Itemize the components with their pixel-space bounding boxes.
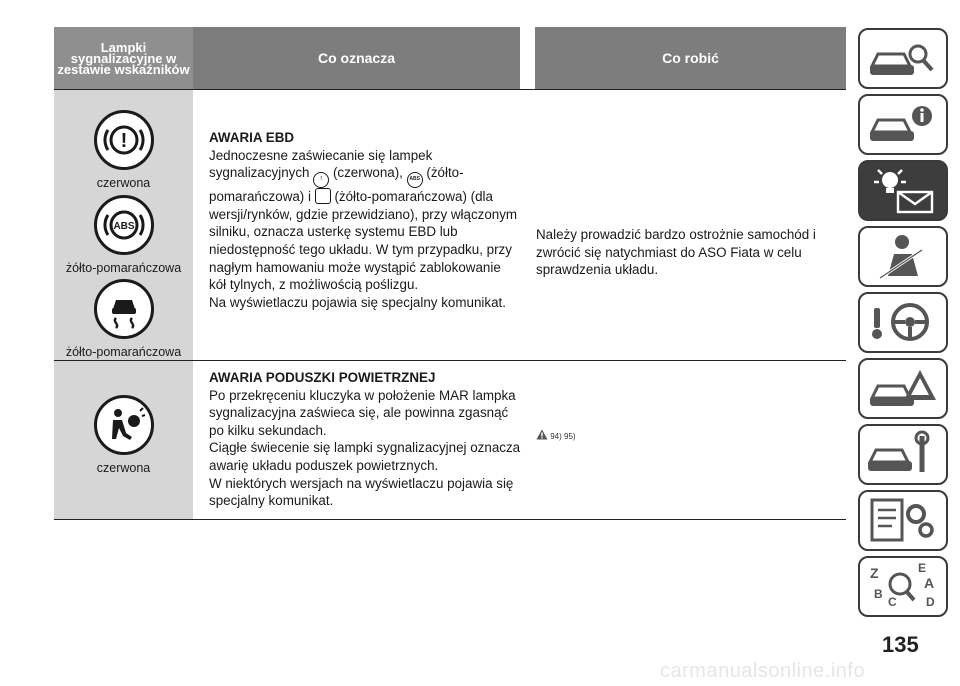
car-info-icon (860, 96, 946, 153)
steering-key-icon (860, 294, 946, 351)
warning-lamp-icon (860, 162, 946, 219)
car-warning-triangle-icon (860, 360, 946, 417)
lamp-label: żółto-pomarańczowa (65, 261, 182, 275)
row2-text-c: W niektórych wersjach na wyświetlaczu pojawia się specjalny komunikat. (209, 475, 514, 509)
specs-gears-icon (860, 492, 946, 549)
airbag-icon (94, 395, 154, 455)
header-lamps: Lampki sygnalizacyjne w zestawie wskaźników (54, 27, 193, 89)
skid-car-icon (94, 279, 154, 339)
page-number: 135 (882, 632, 919, 657)
tab-car-info[interactable] (858, 94, 948, 155)
svg-text:Z: Z (870, 565, 879, 581)
header-meaning: Co oznacza (193, 27, 520, 89)
lamp-airbag (54, 395, 193, 475)
row2-title: AWARIA PODUSZKI POWIETRZNEJ (209, 370, 436, 385)
lamp-skid (54, 279, 193, 359)
tab-warning-lamps[interactable] (858, 160, 948, 221)
lamp-label: żółto-pomarańczowa (65, 345, 182, 359)
tab-safety[interactable] (858, 226, 948, 287)
alphabet-index-icon (860, 558, 946, 615)
svg-text:ABS: ABS (112, 221, 135, 232)
row1-text: Jednoczesne zaświecanie się lampek sygnalizacyjnych ! (czerwona), ABS (żółto-pomarańczowa) i (żółto-pomarańczowa) (dla wersji/rynków, gdzie przewidziano), przy włączonym silniku, oznacza usterkę systemu EBD lub niedostępność tego układu. W tym przypadku, przy nagłym hamowaniu może wystąpić zablokowanie kół tylnych, z możliwością poślizgu. (209, 147, 518, 293)
tab-maintenance[interactable] (858, 424, 948, 485)
row2-action-reference: 94) 95) (536, 429, 576, 441)
tab-car-search[interactable] (858, 28, 948, 89)
inline-brake-icon: ! (313, 172, 329, 188)
brake-exclamation-icon (94, 110, 154, 170)
tab-index[interactable] (858, 556, 948, 617)
seatbelt-person-icon (860, 228, 946, 285)
watermark: carmanualsonline.info (660, 660, 866, 682)
row2-text-b: Ciągłe świecenie się lampki sygnalizacyjnej oznacza awarię układu poduszek powietrznych. (209, 440, 521, 473)
car-search-icon (860, 30, 946, 87)
tab-emergency[interactable] (858, 358, 948, 419)
lamp-brake (54, 110, 193, 190)
svg-text:C: C (888, 595, 897, 609)
lamp-label: czerwona (96, 176, 151, 190)
svg-text:B: B (874, 587, 883, 601)
header-action: Co robić (535, 27, 846, 89)
row2-description (209, 369, 521, 510)
car-wrench-icon (860, 426, 946, 483)
tab-starting-driving[interactable] (858, 292, 948, 353)
lamp-label: czerwona (96, 461, 151, 475)
row1-title: AWARIA EBD (209, 130, 295, 145)
table-bottom-line (54, 519, 846, 520)
svg-text:A: A (924, 575, 935, 591)
header-gap (520, 27, 535, 89)
row1-description (209, 129, 521, 311)
tab-specifications[interactable] (858, 490, 948, 551)
abs-icon (94, 195, 154, 255)
svg-text:E: E (918, 561, 927, 575)
svg-text:D: D (926, 595, 935, 609)
inline-skid-icon (315, 188, 331, 204)
row2-text-a: Po przekręceniu kluczyka w położenie MAR lampka sygnalizacyjna zaświeca się, ale powinna zgasnąć po kilku sekundach. (209, 387, 516, 438)
svg-text:!: ! (120, 130, 127, 152)
lamp-abs (54, 195, 193, 275)
row1-action: Należy prowadzić bardzo ostrożnie samochód i zwrócić się natychmiast do ASO Fiata w celu sprawdzenia układu. (536, 227, 816, 278)
inline-abs-icon: ABS (407, 172, 423, 188)
warning-triangle-icon (536, 429, 548, 440)
row1-text-display: Na wyświetlaczu pojawia się specjalny komunikat. (209, 294, 506, 310)
